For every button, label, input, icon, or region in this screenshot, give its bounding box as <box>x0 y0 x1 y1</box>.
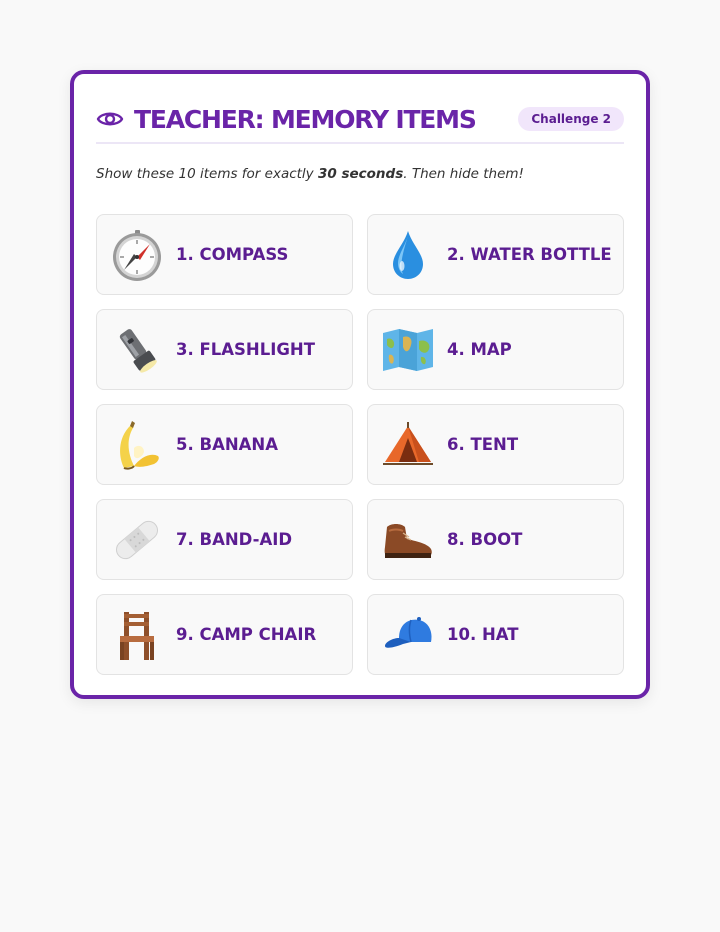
item-label: 6. TENT <box>447 435 519 454</box>
instructions-after: . Then hide them! <box>403 166 524 182</box>
item-label: 9. CAMP CHAIR <box>176 625 317 644</box>
instructions-before: Show these 10 items for exactly <box>96 166 318 182</box>
item-card <box>367 499 624 580</box>
eye-icon <box>96 105 124 133</box>
item-label: 8. BOOT <box>447 530 523 549</box>
instructions-emphasis: 30 seconds <box>317 166 404 182</box>
memory-items-card <box>70 70 650 699</box>
instructions-text <box>96 166 624 182</box>
item-card <box>367 309 624 390</box>
item-card <box>96 499 353 580</box>
item-card <box>367 594 624 675</box>
bandage-icon <box>110 513 164 567</box>
map-icon <box>381 323 435 377</box>
item-label: 3. FLASHLIGHT <box>176 340 316 359</box>
cap-icon <box>381 608 435 662</box>
item-card <box>367 404 624 485</box>
item-label: 5. BANANA <box>176 435 278 454</box>
item-label: 1. COMPASS <box>176 245 289 264</box>
chair-icon <box>110 608 164 662</box>
tent-icon <box>381 418 435 472</box>
flashlight-icon <box>110 323 164 377</box>
item-label: 7. BAND-AID <box>176 530 293 549</box>
item-label: 2. WATER BOTTLE <box>447 245 612 264</box>
banana-icon <box>110 418 164 472</box>
compass-icon <box>110 228 164 282</box>
item-card <box>367 214 624 295</box>
item-card <box>96 214 353 295</box>
water-drop-icon <box>381 228 435 282</box>
items-grid <box>96 214 624 675</box>
boot-icon <box>381 513 435 567</box>
page-title: TEACHER: MEMORY ITEMS <box>134 104 476 134</box>
challenge-badge: Challenge 2 <box>518 107 624 131</box>
item-label: 4. MAP <box>447 340 512 359</box>
item-card <box>96 309 353 390</box>
card-header <box>96 96 624 144</box>
item-card <box>96 404 353 485</box>
item-label: 10. HAT <box>447 625 519 644</box>
item-card <box>96 594 353 675</box>
